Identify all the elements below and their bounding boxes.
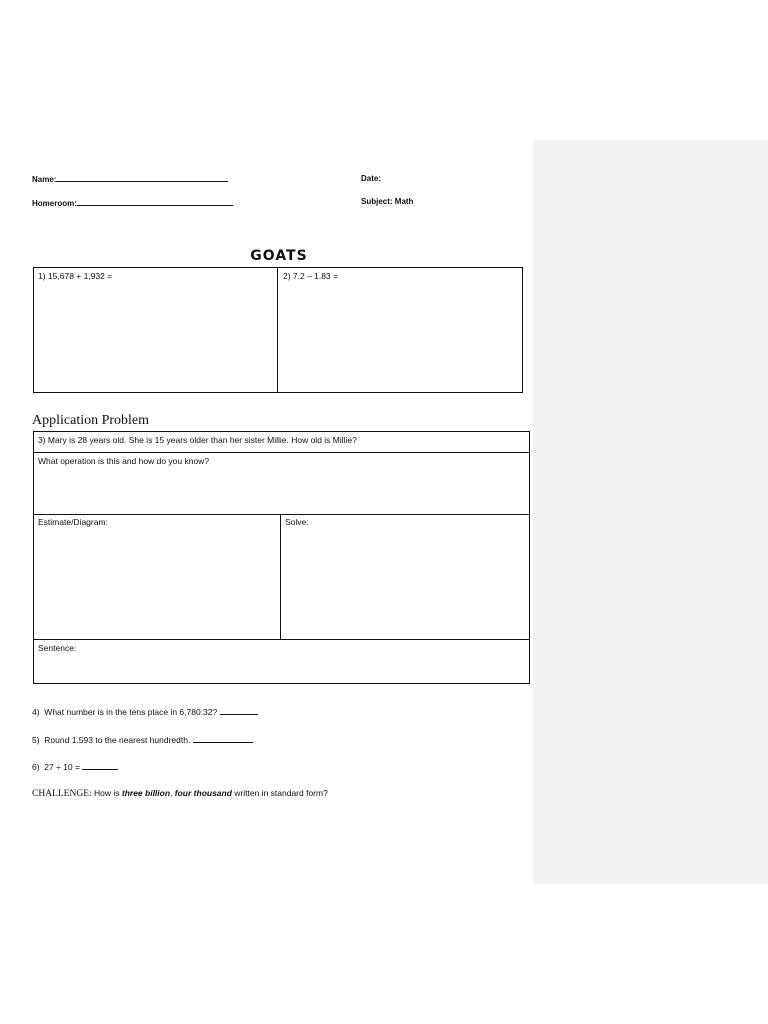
- q6-text: 27 ÷ 10 =: [44, 762, 80, 772]
- q2-text: 2) 7.2 – 1.83 =: [283, 271, 339, 281]
- warmup-table: [33, 267, 523, 393]
- name-field: [32, 174, 228, 184]
- homeroom-field: [32, 198, 233, 208]
- comment-pane: [533, 140, 768, 884]
- q5-number: 5): [32, 735, 40, 745]
- q1-text: 1) 15,678 + 1,932 =: [38, 271, 113, 281]
- homeroom-label: Homeroom:: [32, 199, 77, 208]
- challenge-comma: ,: [170, 788, 175, 798]
- row-divider-1: [34, 452, 529, 453]
- estimate-text: Estimate/Diagram:: [38, 517, 108, 527]
- q4-number: 4): [32, 707, 40, 717]
- subject-label: Subject: Math: [361, 197, 414, 206]
- row-divider-3: [34, 639, 529, 640]
- date-label: Date:: [361, 174, 382, 183]
- challenge-emphasis-2: four thousand: [174, 788, 232, 798]
- challenge-emphasis-1: three billion: [121, 788, 171, 798]
- question-4: [32, 706, 258, 717]
- name-line[interactable]: [56, 174, 228, 182]
- problem-text: 3) Mary is 28 years old. She is 15 years older than her sister Millie. How old is Millie?: [38, 435, 357, 445]
- challenge-post: written in standard form?: [231, 788, 328, 798]
- question-6: [32, 761, 118, 772]
- application-heading: Application Problem: [32, 413, 150, 428]
- q6-number: 6): [32, 762, 40, 772]
- operation-text: What operation is this and how do you know?: [38, 456, 210, 466]
- question-5: [32, 734, 253, 745]
- homeroom-line[interactable]: [77, 198, 233, 206]
- row-divider-2: [34, 514, 529, 515]
- worksheet-title: GOATS: [250, 248, 308, 264]
- challenge-question: [32, 788, 328, 799]
- sentence-text: Sentence:: [38, 643, 77, 653]
- q5-answer-line[interactable]: [193, 734, 253, 743]
- name-label: Name:: [32, 175, 57, 184]
- col-divider: [280, 514, 281, 639]
- q4-answer-line[interactable]: [220, 706, 258, 715]
- warmup-divider: [277, 268, 278, 392]
- challenge-pre: How is: [91, 788, 122, 798]
- q4-text: What number is in the tens place in 6,780.32?: [44, 707, 218, 717]
- application-table: [33, 431, 530, 684]
- q5-text: Round 1.593 to the nearest hundredth.: [44, 735, 191, 745]
- q6-answer-line[interactable]: [82, 761, 118, 770]
- solve-text: Solve:: [285, 517, 309, 527]
- challenge-label: CHALLENGE:: [32, 789, 92, 799]
